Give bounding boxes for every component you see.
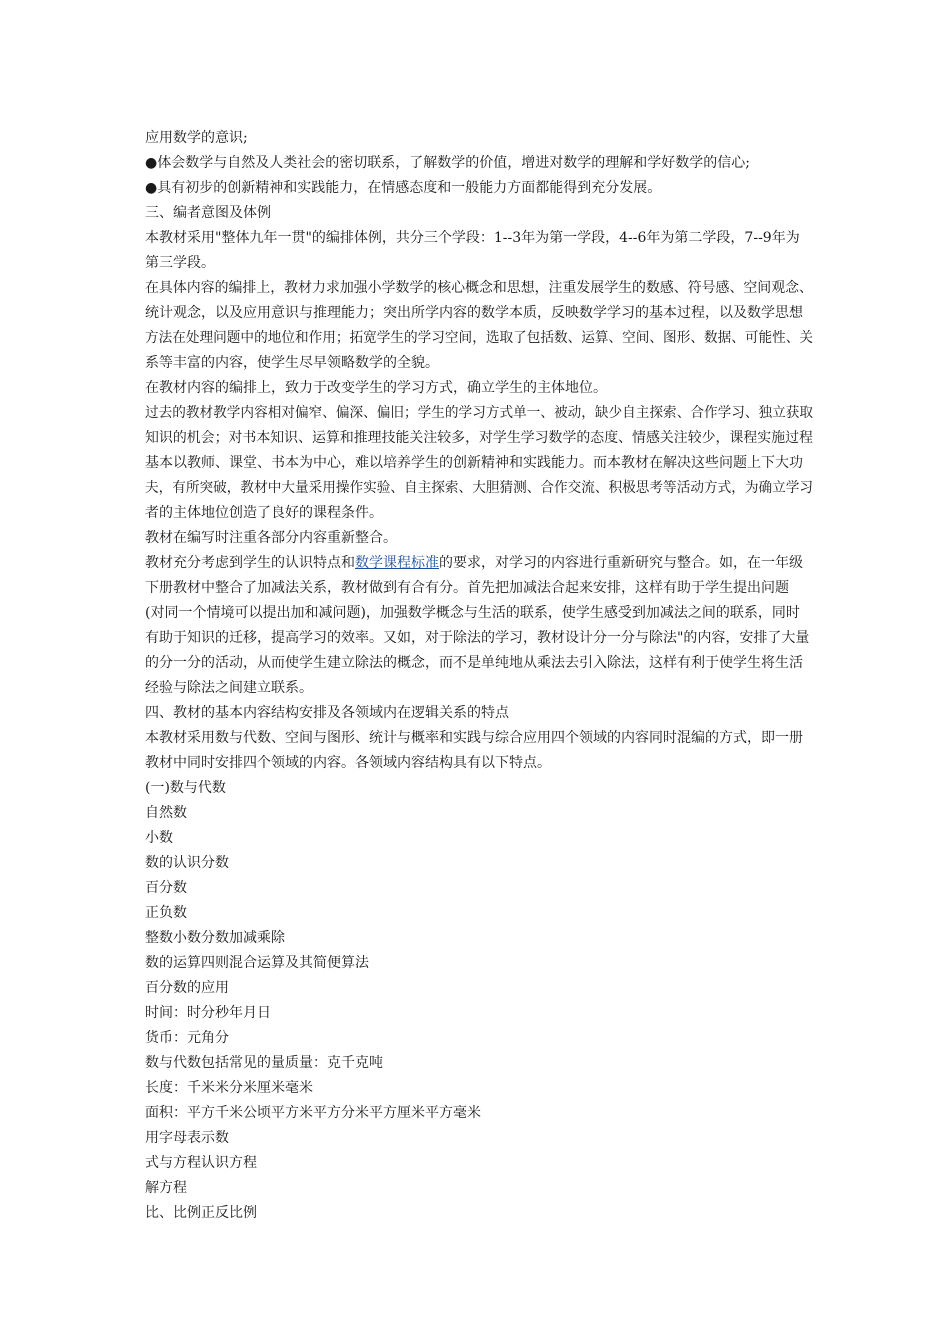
text-line: 第三学段。	[145, 255, 215, 271]
list-item: 时间：时分秒年月日	[145, 1005, 271, 1021]
text-line: 教材中同时安排四个领域的内容。各领域内容结构具有以下特点。	[145, 755, 551, 771]
paragraph-past	[145, 401, 814, 526]
bullet-line: ●具有初步的创新精神和实践能力，在情感态度和一般能力方面都能得到充分发展。	[145, 180, 662, 196]
list-item: (一)数与代数	[145, 780, 226, 796]
section-heading: 三、编者意图及体例	[145, 205, 271, 221]
document-page	[145, 126, 814, 1226]
text-line: 基本以教师、课堂、书本为中心，难以培养学生的创新精神和实践能力。而本教材在解决这些问题上下大功	[145, 455, 803, 471]
list-item: 用字母表示数	[145, 1130, 229, 1146]
text-fragment: 教材充分考虑到学生的认识特点和	[145, 555, 355, 571]
topic-list	[145, 776, 810, 1226]
text-line: (对同一个情境可以提出加和减问题)，加强数学概念与生活的联系，使学生感受到加减法之间的联系，同时	[145, 605, 800, 621]
list-item: 百分数的应用	[145, 980, 229, 996]
list-item: 正负数	[145, 905, 187, 921]
text-line: 在教材内容的编排上，致力于改变学生的学习方式，确立学生的主体地位。	[145, 380, 607, 396]
section-heading: 四、教材的基本内容结构安排及各领域内在逻辑关系的特点	[145, 705, 509, 721]
text-line: 在具体内容的编排上，教材力求加强小学数学的核心概念和思想，注重发展学生的数感、符号感、空间观念、	[145, 280, 813, 296]
text-line: 教材在编写时注重各部分内容重新整合。	[145, 530, 397, 546]
text-line: 的分一分的活动，从而使学生建立除法的概念，而不是单纯地从乘法去引入除法，这样有利于使学生将生活	[145, 655, 803, 671]
text-line: 过去的教材教学内容相对偏窄、偏深、偏旧；学生的学习方式单一、被动，缺少自主探索、合作学习、独立获取	[145, 405, 814, 421]
text-line: 本教材采用"整体九年一贯"的编排体例，共分三个学段：1--3年为第一学段，4--6年为第二学段，7--9年为	[145, 230, 800, 246]
text-line: 有助于知识的迁移，提高学习的效率。又如，对于除法的学习，教材设计分一分与除法"的内容，安排了大量	[145, 630, 810, 646]
text-line: 应用数学的意识;	[145, 130, 248, 146]
curriculum-standard-link[interactable]: 数学课程标准	[355, 555, 439, 571]
text-line	[145, 551, 810, 576]
list-item: 面积：平方千米公顷平方米平方分米平方厘米平方毫米	[145, 1105, 481, 1121]
paragraph-system	[145, 226, 810, 276]
text-line: 夫，有所突破，教材中大量采用操作实验、自主探索、大胆猜测、合作交流、积极思考等活动方式，为确立学习	[145, 480, 814, 496]
text-line: 知识的机会；对书本知识、运算和推理技能关注较多，对学生学习数学的态度、情感关注较少，课程实施过程	[145, 430, 813, 446]
list-item: 百分数	[145, 880, 187, 896]
text-line: 系等丰富的内容，使学生尽早领略数学的全貌。	[145, 355, 439, 371]
list-item: 整数小数分数加减乘除	[145, 930, 285, 946]
list-item: 长度：千米米分米厘米毫米	[145, 1080, 313, 1096]
text-line: 统计观念，以及应用意识与推理能力；突出所学内容的数学本质，反映数学学习的基本过程，以及数学思想	[145, 305, 803, 321]
list-item: 自然数	[145, 805, 187, 821]
list-item: 小数	[145, 830, 173, 846]
paragraph-integrate	[145, 551, 810, 701]
bullet-line: ●体会数学与自然及人类社会的密切联系，了解数学的价值，增进对数学的理解和学好数学的信心;	[145, 155, 750, 171]
text-line: 下册教材中整合了加减法关系，教材做到有合有分。首先把加减法合起来安排，这样有助于学生提出问题	[145, 580, 789, 596]
list-item: 数的运算四则混合运算及其简便算法	[145, 955, 369, 971]
paragraph-content	[145, 276, 814, 376]
list-item: 解方程	[145, 1180, 187, 1196]
list-item: 数与代数包括常见的量质量：克千克吨	[145, 1055, 383, 1071]
list-item: 数的认识分数	[145, 855, 229, 871]
text-line: 方法在处理问题中的地位和作用；拓宽学生的学习空间，选取了包括数、运算、空间、图形、数据、可能性、关	[145, 330, 814, 346]
list-item: 式与方程认识方程	[145, 1155, 257, 1171]
text-line: 经验与除法之间建立联系。	[145, 680, 313, 696]
list-item: 货币：元角分	[145, 1030, 229, 1046]
text-line: 者的主体地位创造了良好的课程条件。	[145, 505, 383, 521]
text-fragment: 的要求，对学习的内容进行重新研究与整合。如，在一年级	[439, 555, 803, 571]
paragraph-four	[145, 726, 810, 776]
list-item: 比、比例正反比例	[145, 1205, 257, 1221]
text-line: 本教材采用数与代数、空间与图形、统计与概率和实践与综合应用四个领域的内容同时混编的方式，即一册	[145, 730, 803, 746]
